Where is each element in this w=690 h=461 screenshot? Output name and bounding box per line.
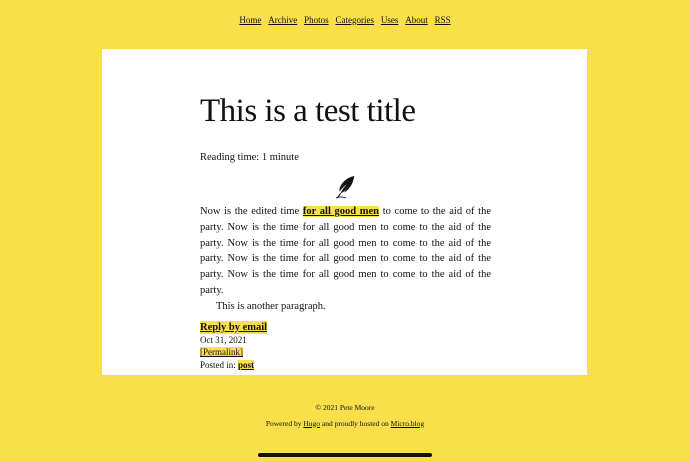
inline-link-for-all-good-men[interactable]: for all good men (302, 206, 380, 217)
hosted-text: and proudly hosted on (321, 418, 389, 428)
nav-archive[interactable]: Archive (268, 15, 298, 25)
post-card (102, 49, 587, 375)
nav-photos[interactable]: Photos (304, 15, 329, 25)
copyright-text: © 2021 Pete Moore (315, 403, 375, 412)
posted-in-label: Posted in: (200, 359, 236, 370)
nav-categories[interactable]: Categories (335, 15, 374, 25)
top-navigation (0, 14, 690, 27)
post-date: Oct 31, 2021 (200, 334, 247, 345)
reply-by-email-link[interactable]: Reply by email (200, 321, 268, 333)
reading-time: Reading time: 1 minute (200, 152, 299, 163)
powered-by-label: Powered by (265, 418, 302, 428)
permalink-row (200, 346, 491, 359)
quill-divider (200, 174, 491, 204)
nav-about[interactable]: About (405, 15, 428, 25)
nav-home[interactable]: Home (239, 15, 262, 25)
page-footer (0, 400, 690, 431)
post-content (200, 89, 491, 371)
microblog-link[interactable]: Micro.blog (390, 418, 425, 428)
posted-in-row (200, 359, 491, 372)
nav-rss[interactable]: RSS (434, 15, 451, 25)
hugo-link[interactable]: Hugo (303, 418, 320, 428)
permalink-link[interactable]: [Permalink] (200, 347, 243, 358)
post-title: This is a test title (200, 93, 416, 129)
para1-after: to come to the aid of the party. Now is the time for all good men to come to the aid of the party. Now is the time for all good men to come to the aid of the party. Now is the time for all good men to come to the aid of the party. Now is the time for all good men to come to the aid of the party. (200, 206, 491, 296)
para1-before: Now is the edited time (200, 206, 303, 217)
nav-uses[interactable]: Uses (380, 15, 399, 25)
quill-icon (335, 174, 357, 200)
post-paragraph-1 (200, 204, 491, 299)
category-link-post[interactable]: post (238, 359, 255, 370)
home-indicator-bar[interactable] (258, 453, 432, 457)
powered-by-line (0, 416, 690, 432)
post-paragraph-2: This is another paragraph. (216, 300, 326, 312)
